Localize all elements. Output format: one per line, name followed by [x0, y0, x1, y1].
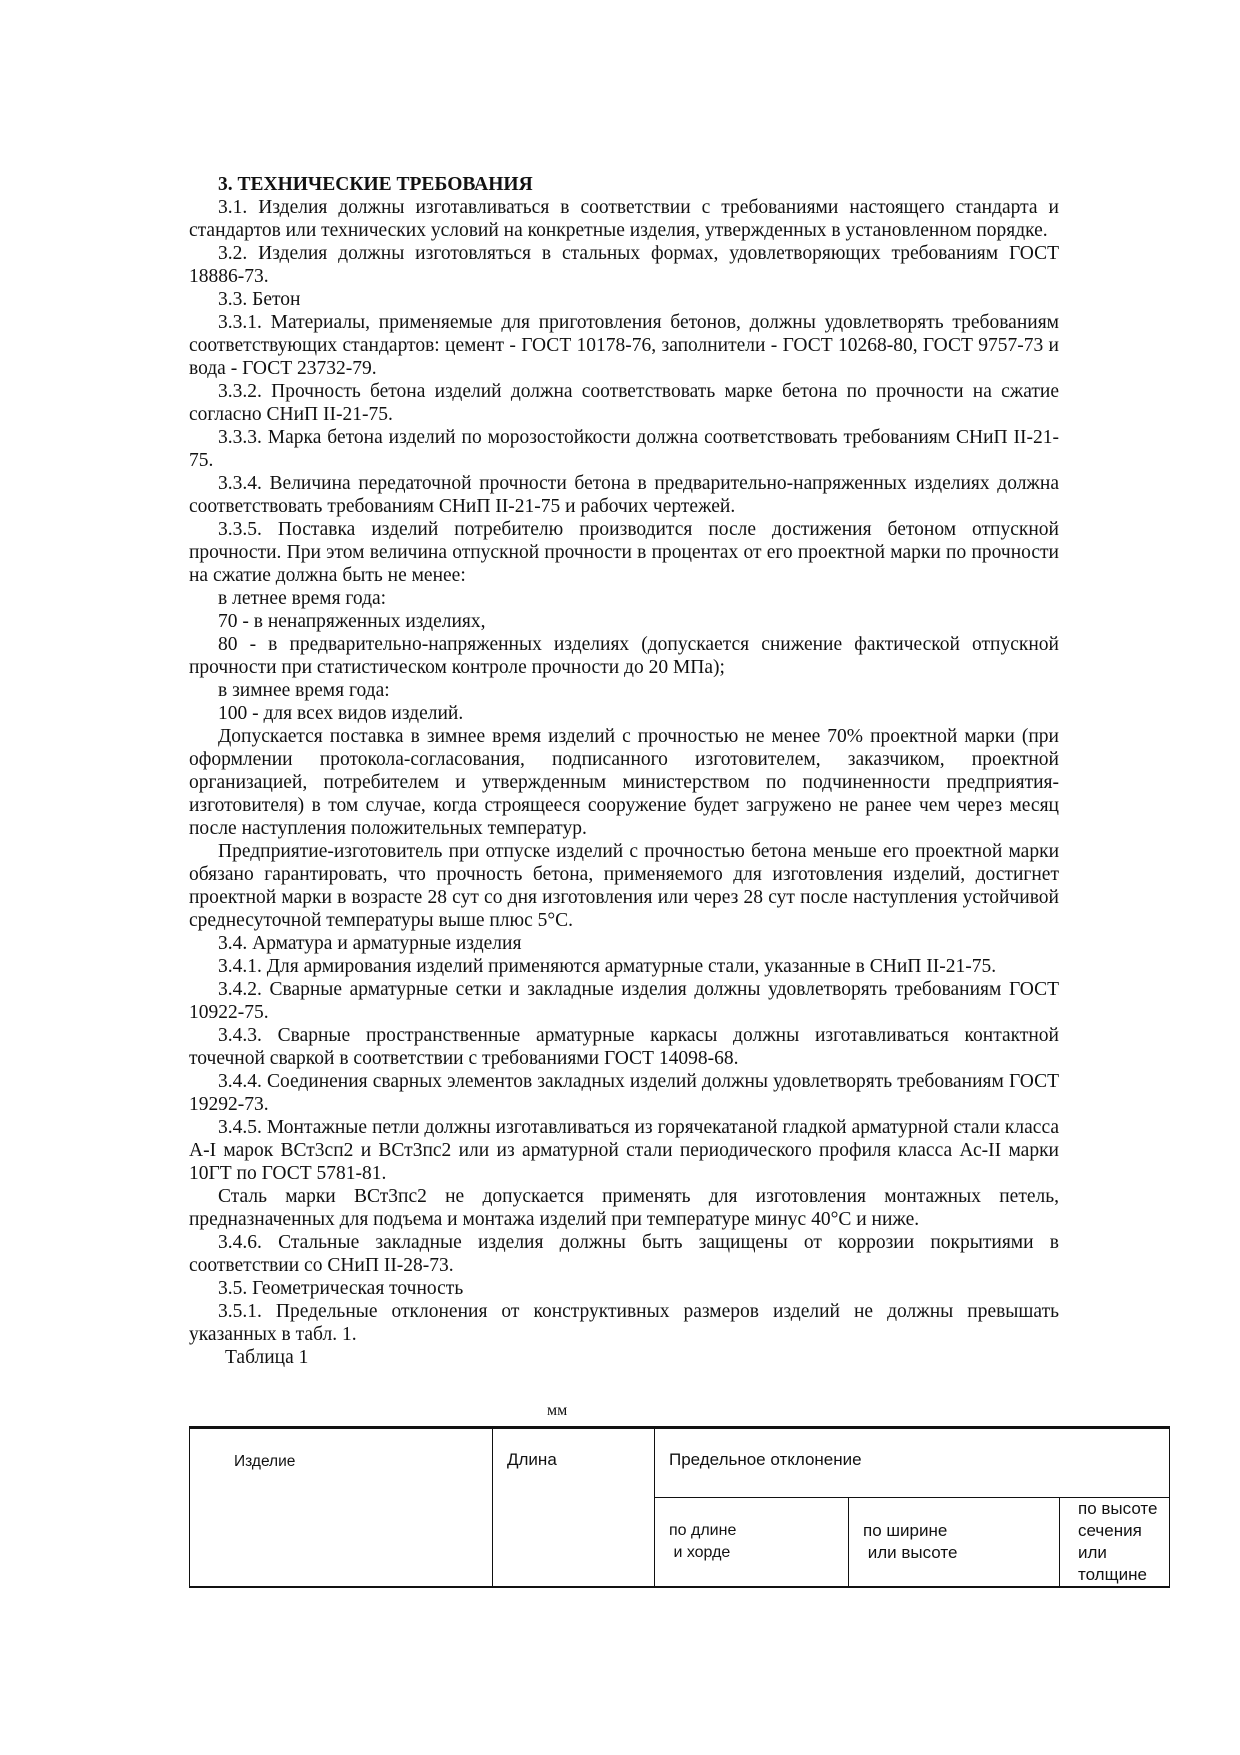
header-length: Длина — [493, 1428, 655, 1588]
paragraph: 3.4.1. Для армирования изделий применяются арматурные стали, указанные в СНиП II-21-75. — [218, 956, 997, 977]
deviation-table — [189, 1426, 1170, 1588]
header-product: Изделие — [190, 1428, 493, 1588]
paragraph: в летнее время года: — [218, 588, 387, 609]
paragraphs — [189, 196, 1059, 1346]
paragraph: 3.4.3. Сварные пространственные арматурные каркасы должны изготавливаться контактной точечной сваркой в соответствии с требованиями ГОСТ 14098-68. — [189, 1025, 1059, 1069]
paragraph: 3.4.4. Соединения сварных элементов закладных изделий должны удовлетворять требованиям ГОСТ 19292-73. — [189, 1071, 1059, 1115]
paragraph: в зимнее время года: — [218, 680, 390, 701]
table-unit: мм — [547, 1402, 568, 1419]
paragraph: 3.3.2. Прочность бетона изделий должна соответствовать марке бетона по прочности на сжатие согласно СНиП II-21-75. — [189, 381, 1059, 425]
paragraph: 100 - для всех видов изделий. — [218, 703, 464, 724]
paragraph: Сталь марки ВСт3пс2 не допускается применять для изготовления монтажных петель, предназначенных для подъема и монтажа изделий при температуре минус 40°С и ниже. — [189, 1186, 1059, 1230]
paragraph: 3.3.5. Поставка изделий потребителю производится после достижения бетоном отпускной прочности. При этом величина отпускной прочности в процентах от его проектной марки по прочности на сжатие должна быть не менее: — [189, 519, 1059, 586]
paragraph: 3.3.3. Марка бетона изделий по морозостойкости должна соответствовать требованиям СНиП II-21-75. — [189, 427, 1059, 471]
section-heading: 3. ТЕХНИЧЕСКИЕ ТРЕБОВАНИЯ — [218, 174, 533, 195]
paragraph: 3.5. Геометрическая точность — [218, 1278, 464, 1299]
header-by-width: по ширине или высоте — [849, 1498, 1060, 1588]
paragraph: 70 - в ненапряженных изделиях, — [218, 611, 486, 632]
paragraph: 3.2. Изделия должны изготовляться в стальных формах, удовлетворяющих требованиям ГОСТ 18886-73. — [189, 243, 1059, 287]
paragraph: 3.3. Бетон — [218, 289, 301, 310]
paragraph: 3.4.2. Сварные арматурные сетки и закладные изделия должны удовлетворять требованиям ГОСТ 10922-75. — [189, 979, 1059, 1023]
paragraph: Предприятие-изготовитель при отпуске изделий с прочностью бетона меньше его проектной марки обязано гарантировать, что прочность бетона, применяемого для изготовления изделий, достигнет проектной марки в возрасте 28 сут со дня изготовления или через 28 сут после наступления устойчивой среднесуточной температуры выше плюс 5°С. — [189, 841, 1059, 931]
paragraph: 3.1. Изделия должны изготавливаться в соответствии с требованиями настоящего стандарта и стандартов или технических условий на конкретные изделия, утвержденных в установленном порядке. — [189, 197, 1059, 241]
paragraph: 3.4.5. Монтажные петли должны изготавливаться из горячекатаной гладкой арматурной стали класса А-I марок ВСт3сп2 и ВСт3пс2 или из арматурной стали периодического профиля класса Ас-II марки 10ГТ по ГОСТ 5781-81. — [189, 1117, 1059, 1184]
paragraph: 3.3.4. Величина передаточной прочности бетона в предварительно-напряженных изделиях должна соответствовать требованиям СНиП II-21-75 и рабочих чертежей. — [189, 473, 1059, 517]
table-caption: Таблица 1 — [225, 1347, 309, 1368]
header-by-height: по высоте сечения или толщине — [1060, 1498, 1170, 1588]
paragraph: 3.5.1. Предельные отклонения от конструктивных размеров изделий не должны превышать указанных в табл. 1. — [189, 1301, 1059, 1345]
paragraph: Допускается поставка в зимнее время изделий с прочностью не менее 70% проектной марки (при оформлении протокола-согласования, подписанного изготовителем, заказчиком, проектной организацией, потребителем и утвержденным министерством по подчиненности предприятия-изготовителя) в том случае, когда строящееся сооружение будет загружено не ранее чем через месяц после наступления положительных температур. — [189, 726, 1059, 839]
paragraph: 80 - в предварительно-напряженных изделиях (допускается снижение фактической отпускной прочности при статистическом контроле прочности до 20 МПа); — [189, 634, 1059, 678]
paragraph: 3.4. Арматура и арматурные изделия — [218, 933, 522, 954]
paragraph: 3.4.6. Стальные закладные изделия должны быть защищены от коррозии покрытиями в соответствии со СНиП II-28-73. — [189, 1232, 1059, 1276]
header-deviation: Предельное отклонение — [655, 1428, 1170, 1498]
document-body — [189, 173, 1059, 1369]
paragraph: 3.3.1. Материалы, применяемые для приготовления бетонов, должны удовлетворять требованиям соответствующих стандартов: цемент - ГОСТ 10178-76, заполнители - ГОСТ 10268-80, ГОСТ 9757-73 и вода - ГОСТ 23732-79. — [189, 312, 1059, 379]
header-by-length: по длине и хорде — [655, 1498, 849, 1588]
